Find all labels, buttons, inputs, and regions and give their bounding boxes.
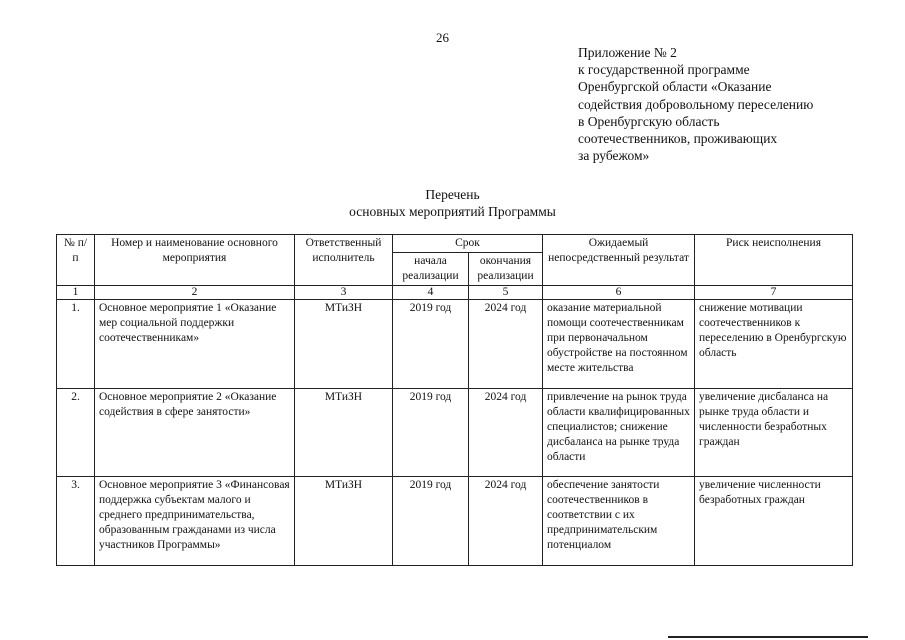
header-risk: Риск неисполнения bbox=[695, 235, 853, 286]
cell-num: 2. bbox=[57, 389, 95, 477]
appendix-line: соотечественников, проживающих bbox=[578, 131, 778, 147]
document-title bbox=[0, 186, 905, 220]
title-line-2: основных мероприятий Программы bbox=[349, 204, 556, 219]
column-number: 2 bbox=[95, 286, 295, 300]
header-name: Номер и наименование основного мероприятия bbox=[95, 235, 295, 286]
header-num: № п/п bbox=[57, 235, 95, 286]
cell-risk: увеличение численности безработных граждан bbox=[695, 477, 853, 566]
cell-num: 1. bbox=[57, 300, 95, 389]
page-bottom-divider bbox=[668, 636, 868, 638]
appendix-line: Оренбургской области «Оказание bbox=[578, 79, 772, 95]
column-number: 5 bbox=[469, 286, 543, 300]
cell-executor: МТиЗН bbox=[295, 389, 393, 477]
cell-executor: МТиЗН bbox=[295, 300, 393, 389]
table-row bbox=[57, 477, 853, 566]
cell-result: привлечение на рынок труда области квалифицированных специалистов; снижение дисбаланса на рынке труда области bbox=[543, 389, 695, 477]
header-executor: Ответственный исполнитель bbox=[295, 235, 393, 286]
title-line-1: Перечень bbox=[425, 187, 480, 202]
cell-start: 2019 год bbox=[393, 389, 469, 477]
cell-end: 2024 год bbox=[469, 389, 543, 477]
cell-risk: снижение мотивации соотечественников к переселению в Оренбургскую область bbox=[695, 300, 853, 389]
table-row bbox=[57, 389, 853, 477]
cell-executor: МТиЗН bbox=[295, 477, 393, 566]
column-number: 3 bbox=[295, 286, 393, 300]
appendix-heading bbox=[578, 44, 878, 164]
appendix-line: за рубежом» bbox=[578, 148, 650, 164]
column-number: 1 bbox=[57, 286, 95, 300]
cell-end: 2024 год bbox=[469, 300, 543, 389]
cell-name: Основное мероприятие 2 «Оказание содействия в сфере занятости» bbox=[95, 389, 295, 477]
table-row bbox=[57, 300, 853, 389]
appendix-line: содействия добровольному переселению bbox=[578, 96, 814, 112]
cell-name: Основное мероприятие 3 «Финансовая поддержка субъектам малого и среднего предпринимательства, образованным гражданами из числа участников Программы» bbox=[95, 477, 295, 566]
header-result: Ожидаемый непосредственный результат bbox=[543, 235, 695, 286]
appendix-line: Приложение № 2 bbox=[578, 45, 677, 60]
header-end: окончания реализации bbox=[469, 253, 543, 286]
measures-table bbox=[56, 234, 853, 566]
cell-start: 2019 год bbox=[393, 477, 469, 566]
page-number: 26 bbox=[436, 30, 449, 45]
column-number-row bbox=[57, 286, 853, 300]
cell-result: обеспечение занятости соотечественников в соответствии с их предпринимательским потенциалом bbox=[543, 477, 695, 566]
column-number: 4 bbox=[393, 286, 469, 300]
column-number: 6 bbox=[543, 286, 695, 300]
appendix-line: к государственной программе bbox=[578, 62, 750, 78]
cell-num: 3. bbox=[57, 477, 95, 566]
column-number: 7 bbox=[695, 286, 853, 300]
cell-name: Основное мероприятие 1 «Оказание мер социальной поддержки соотечественникам» bbox=[95, 300, 295, 389]
cell-start: 2019 год bbox=[393, 300, 469, 389]
measures-table-container bbox=[56, 234, 852, 566]
cell-risk: увеличение дисбаланса на рынке труда области и численности безработных граждан bbox=[695, 389, 853, 477]
cell-end: 2024 год bbox=[469, 477, 543, 566]
appendix-line: в Оренбургскую область bbox=[578, 113, 720, 129]
header-row bbox=[57, 235, 853, 253]
header-start: начала реализации bbox=[393, 253, 469, 286]
cell-result: оказание материальной помощи соотечественникам при первоначальном обустройстве на постоянном месте жительства bbox=[543, 300, 695, 389]
header-term: Срок bbox=[393, 235, 543, 253]
